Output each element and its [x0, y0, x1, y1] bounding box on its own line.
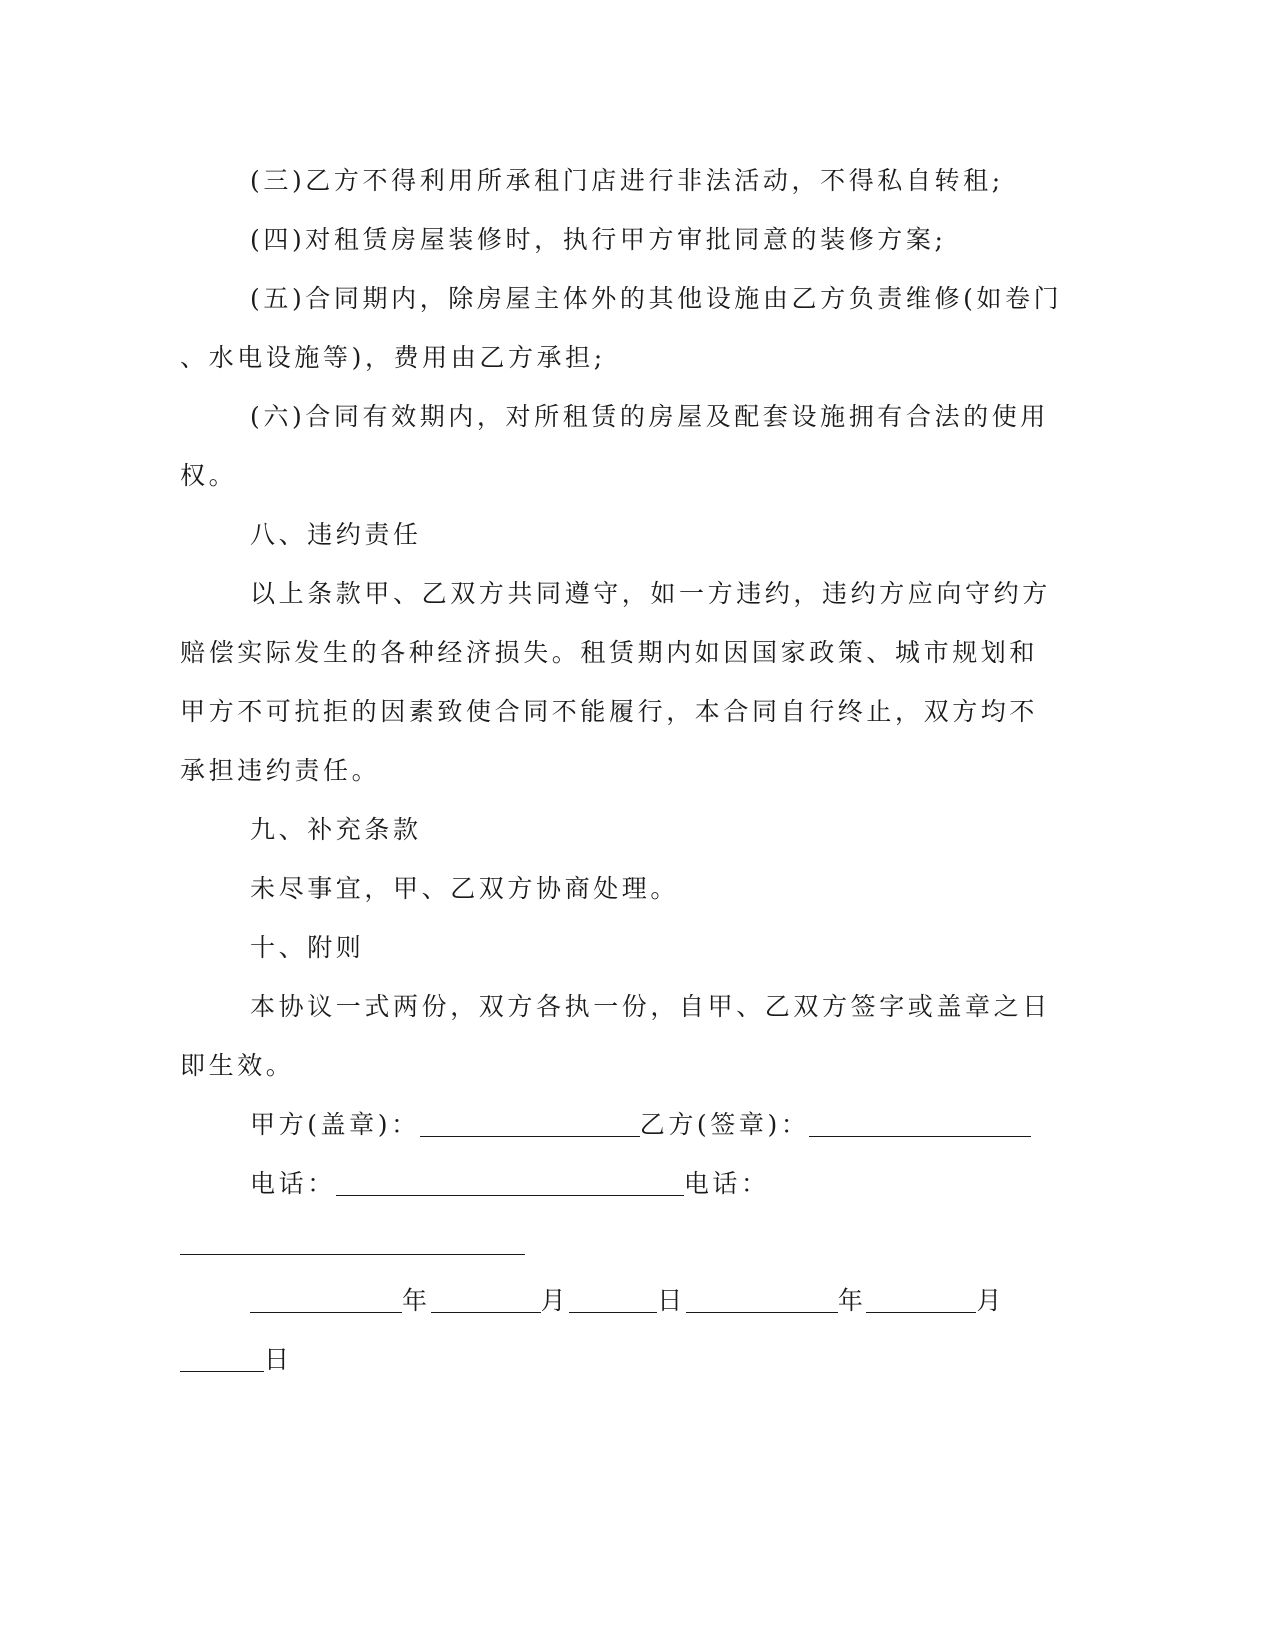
- section-8-line-2: 赔偿实际发生的各种经济损失。租赁期内如因国家政策、城市规划和: [180, 638, 1039, 667]
- party-b-phone-label: 电话：: [683, 1169, 770, 1198]
- party-a-phone-label: 电话：: [250, 1169, 336, 1198]
- section-8-line-3: 甲方不可抗拒的因素致使合同不能履行，本合同自行终止，双方均不: [180, 697, 1039, 726]
- party-a-phone-blank[interactable]: [336, 1169, 684, 1196]
- party-b-day-blank[interactable]: [180, 1345, 264, 1372]
- date-row: [250, 1284, 1040, 1318]
- party-b-seal-label: 乙方(签章)：: [639, 1110, 810, 1139]
- party-a-day-label: 日: [657, 1286, 686, 1315]
- party-a-day-blank[interactable]: [569, 1286, 657, 1313]
- party-a-seal-blank[interactable]: [420, 1110, 640, 1137]
- signature-row: [250, 1108, 1040, 1142]
- section-10-line-1: 本协议一式两份，双方各执一份，自甲、乙双方签字或盖章之日: [250, 992, 1051, 1021]
- party-b-month-blank[interactable]: [866, 1286, 976, 1313]
- party-b-month-label: 月: [976, 1286, 1006, 1315]
- party-b-year-blank[interactable]: [686, 1286, 838, 1313]
- section-9-body: 未尽事宜，甲、乙双方协商处理。: [250, 874, 680, 903]
- clause-6-line-1: (六)合同有效期内，对所租赁的房屋及配套设施拥有合法的使用: [250, 402, 1049, 431]
- clause-4: (四)对租赁房屋装修时，执行甲方审批同意的装修方案;: [250, 225, 947, 254]
- party-b-seal-blank[interactable]: [809, 1110, 1031, 1137]
- section-8-line-4: 承担违约责任。: [180, 756, 381, 785]
- party-b-day-label: 日: [264, 1345, 293, 1374]
- party-a-month-blank[interactable]: [431, 1286, 541, 1313]
- section-10-line-2: 即生效。: [180, 1051, 295, 1080]
- clause-3: (三)乙方不得利用所承租门店进行非法活动，不得私自转租;: [250, 166, 1004, 195]
- section-8-heading: 八、违约责任: [250, 520, 422, 549]
- party-a-seal-label: 甲方(盖章)：: [250, 1110, 420, 1139]
- section-8-line-1: 以上条款甲、乙双方共同遵守，如一方违约，违约方应向守约方: [250, 579, 1051, 608]
- section-9-heading: 九、补充条款: [250, 815, 422, 844]
- party-b-phone-blank[interactable]: [180, 1228, 525, 1255]
- section-10-heading: 十、附则: [250, 933, 365, 962]
- date-row-continued: [180, 1343, 1040, 1377]
- party-b-year-label: 年: [837, 1286, 867, 1315]
- phone-row-continued: [180, 1226, 1040, 1260]
- party-a-year-blank[interactable]: [250, 1286, 402, 1313]
- clause-5-line-1: (五)合同期内，除房屋主体外的其他设施由乙方负责维修(如卷门: [250, 284, 1063, 313]
- clause-5-line-2: 、水电设施等)，费用由乙方承担;: [180, 343, 606, 372]
- phone-row: [250, 1167, 1040, 1201]
- party-a-year-label: 年: [402, 1286, 431, 1315]
- party-a-month-label: 月: [540, 1286, 570, 1315]
- clause-6-line-2: 权。: [180, 461, 238, 490]
